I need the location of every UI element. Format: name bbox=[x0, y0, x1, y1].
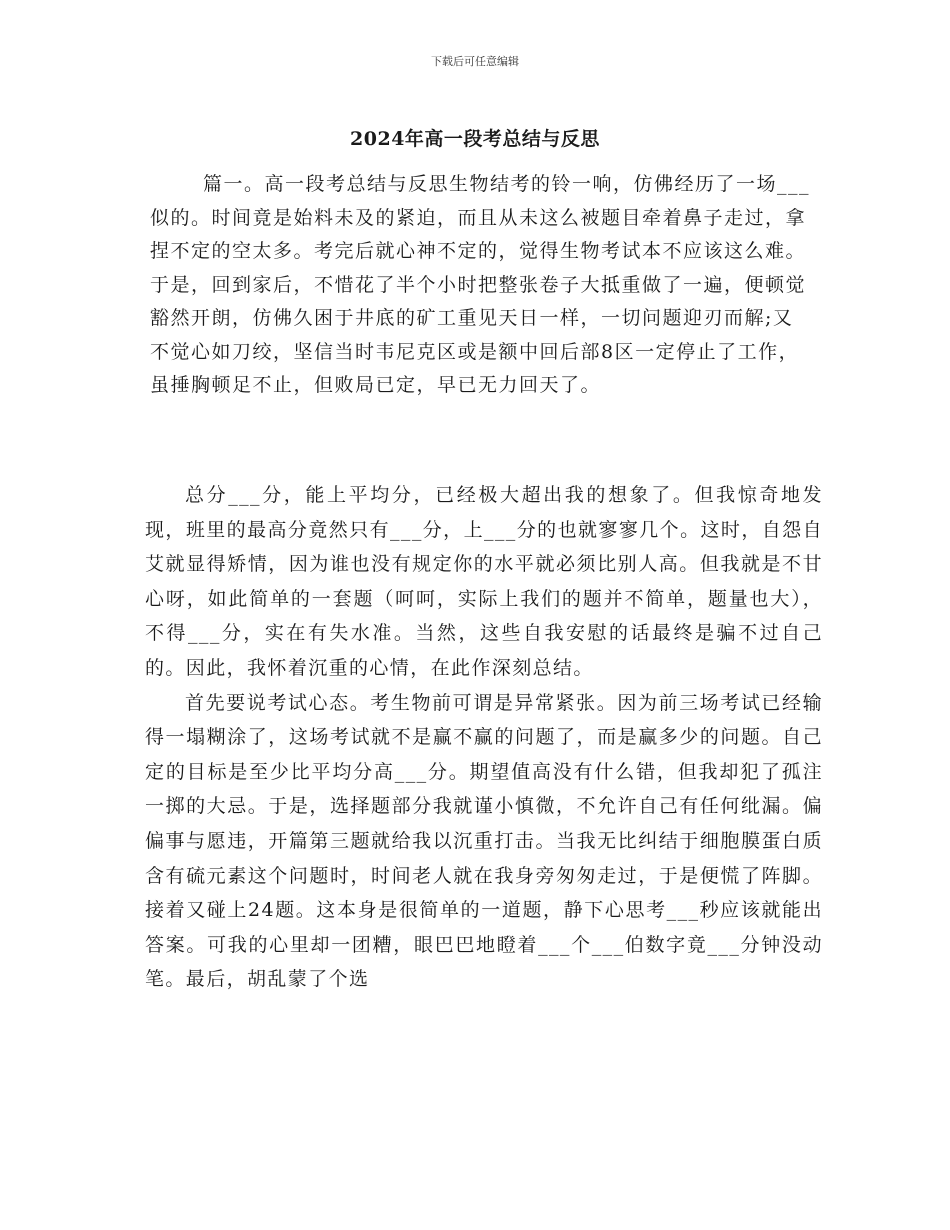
paragraph-2: 总分___分，能上平均分，已经极大超出我的想象了。但我惊奇地发现，班里的最高分竟然只有___分，上___分的也就寥寥几个。这时，自怨自艾就显得矫情，因为谁也没有规定你的水平就必须比别人高。但我就是不甘心呀，如此简单的一套题（呵呵，实际上我们的题并不简单，题量也大），不得___分，实在有失水准。当然，这些自我安慰的话最终是骗不过自己的。因此，我怀着沉重的心情，在此作深刻总结。 bbox=[145, 484, 823, 679]
header-note: 下载后可任意编辑 bbox=[431, 55, 519, 68]
document-title: 2024年高一段考总结与反思 bbox=[350, 128, 600, 150]
paragraph-1: 篇一。高一段考总结与反思生物结考的铃一响，仿佛经历了一场___似的。时间竟是始料未及的紧迫，而且从未这么被题目牵着鼻子走过，拿捏不定的空太多。考完后就心神不定的，觉得生物考试本不应该这么难。于是，回到家后，不惜花了半个小时把整张卷子大抵重做了一遍，便顿觉豁然开朗，仿佛久困于井底的矿工重见天日一样，一切问题迎刃而解;又不觉心如刀绞，坚信当时韦尼克区或是额中回后部8区一定停止了工作，虽捶胸顿足不止，但败局已定，早已无力回天了。 bbox=[150, 173, 811, 396]
paragraph-3: 首先要说考试心态。考生物前可谓是异常紧张。因为前三场考试已经输得一塌糊涂了，这场考试就不是赢不赢的问题了，而是赢多少的问题。自己定的目标是至少比平均分高___分。期望值高没有什么错，但我却犯了孤注一掷的大忌。于是，选择题部分我就谨小慎微，不允许自己有任何纰漏。偏偏事与愿违，开篇第三题就给我以沉重打击。当我无比纠结于细胞膜蛋白质含有硫元素这个问题时，时间老人就在我身旁匆匆走过，于是便慌了阵脚。接着又碰上24题。这本身是很简单的一道题，静下心思考___秒应该就能出答案。可我的心里却一团糟，眼巴巴地瞪着___个___伯数字竟___分钟没动笔。最后，胡乱蒙了个选 bbox=[145, 691, 823, 991]
document-body bbox=[145, 478, 823, 997]
